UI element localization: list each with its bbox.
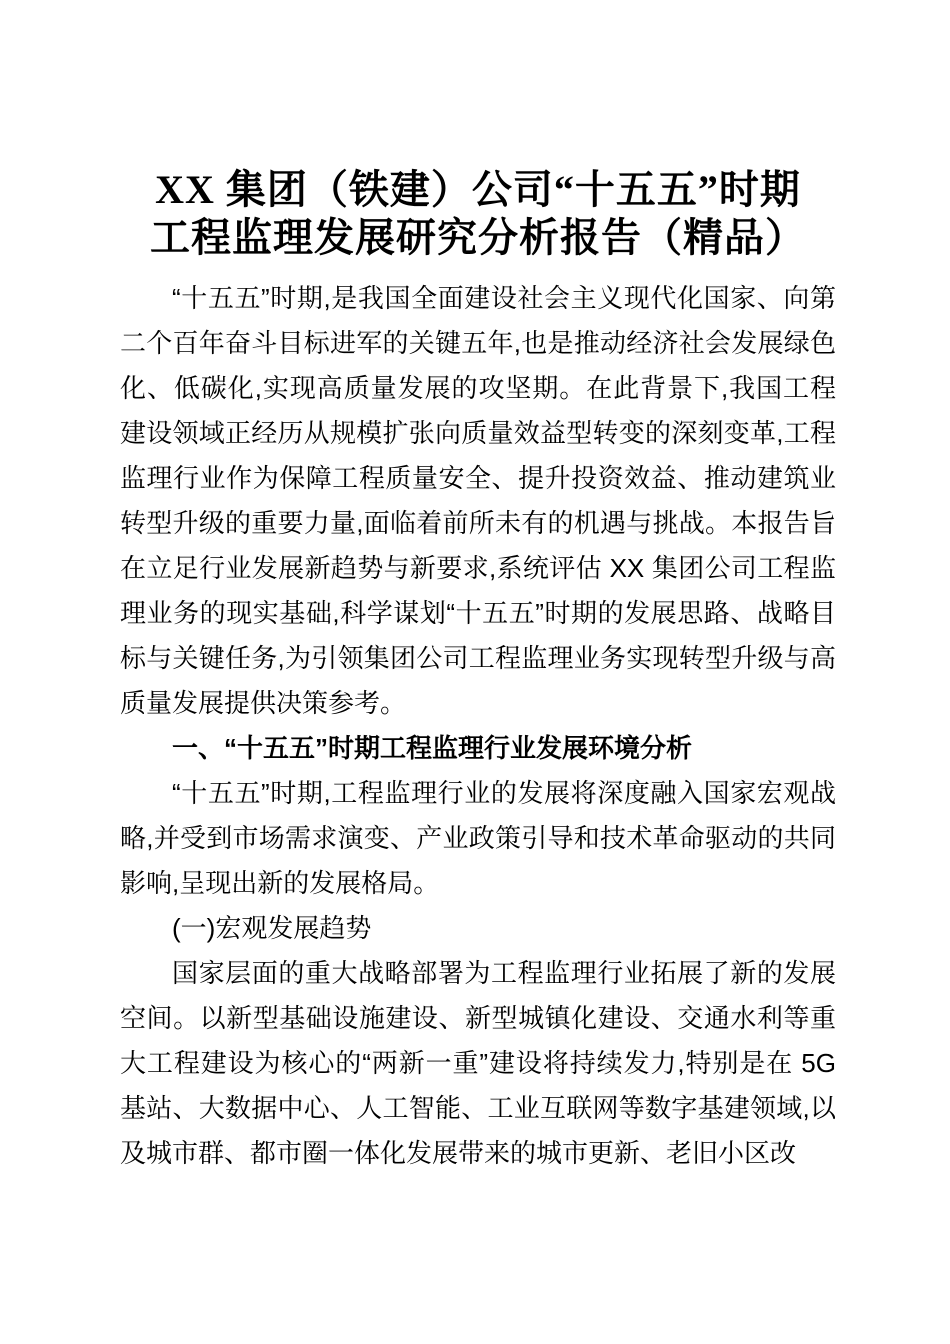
document-title — [120, 166, 836, 262]
macro-trends-paragraph: 国家层面的重大战略部署为工程监理行业拓展了新的发展空间。以新型基础设施建设、新型城镇化建设、交通水利等重大工程建设为核心的“两新一重”建设将持续发力,特别是在 5G 基站、大数据中心、人工智能、工业互联网等数字基建领域,以及城市群、都市圈一体化发展带来的城市更新、老旧小区改 — [120, 958, 836, 1168]
document-title-line1: XX 集团（铁建）公司“十五五”时期 — [155, 167, 801, 212]
section-intro-paragraph: “十五五”时期,工程监理行业的发展将深度融入国家宏观战略,并受到市场需求演变、产业政策引导和技术革命驱动的共同影响,呈现出新的发展格局。 — [120, 778, 836, 898]
subsection-heading-macro-trends: (一)宏观发展趋势 — [172, 913, 372, 943]
section-heading-environment-analysis: 一、“十五五”时期工程监理行业发展环境分析 — [172, 733, 693, 763]
document-title-line2: 工程监理发展研究分析报告（精品） — [150, 215, 806, 260]
intro-paragraph: “十五五”时期,是我国全面建设社会主义现代化国家、向第二个百年奋斗目标进军的关键五年,也是推动经济社会发展绿色化、低碳化,实现高质量发展的攻坚期。在此背景下,我国工程建设领域正经历从规模扩张向质量效益型转变的深刻变革,工程监理行业作为保障工程质量安全、提升投资效益、推动建筑业转型升级的重要力量,面临着前所未有的机遇与挑战。本报告旨在立足行业发展新趋势与新要求,系统评估 XX 集团公司工程监理业务的现实基础,科学谋划“十五五”时期的发展思路、战略目标与关键任务,为引领集团公司工程监理业务实现转型升级与高质量发展提供决策参考。 — [120, 283, 836, 718]
